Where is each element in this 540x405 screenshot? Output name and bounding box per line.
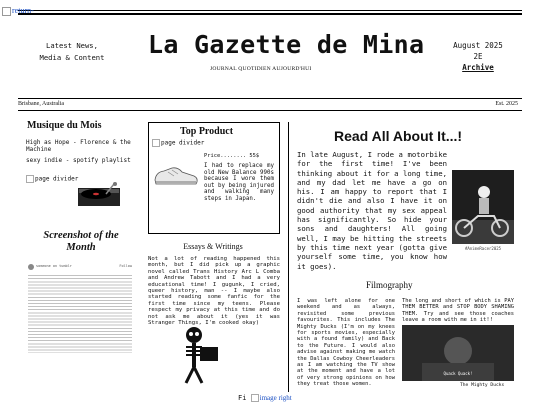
movie-poster — [402, 325, 514, 381]
dateline-rule-top — [18, 98, 522, 99]
return-link[interactable] — [2, 6, 34, 16]
screenshot-heading-line2: Month — [66, 242, 96, 253]
issue-date: August 2025 — [453, 41, 503, 50]
divider-image — [26, 175, 78, 183]
filmography-heading: Filmography — [366, 280, 413, 290]
essays-footer — [238, 394, 292, 402]
essays-heading: Essays & Writings — [183, 242, 243, 251]
broken-image-icon — [2, 7, 11, 16]
established-text: Est. 2025 — [495, 101, 518, 107]
column-divider — [288, 122, 289, 392]
footer-image-link[interactable]: image right — [259, 394, 292, 402]
playlist-link[interactable]: sexy indie - spotify playlist — [26, 157, 131, 164]
product-price: Price........ 55$ — [204, 153, 260, 159]
filmography-left-text: I was left alone for one weekend and as always, revisited some previous favourites. This includes The Mighty Ducks (I'm on my knees for sports movies, especially with a found family) and Back to the Future. I would also advise against making me watch the Dallas Cowboy Cheerleaders as I am watching the TV show at the moment and have a lot of very strong opinions on how they treat those women. — [297, 298, 395, 388]
header-issue-box — [445, 40, 511, 73]
location-text: Brisbane, Australia — [18, 101, 64, 107]
product-divider — [152, 139, 204, 147]
broken-image-icon — [26, 175, 34, 183]
photo-caption: #AnimeRacer2025 — [464, 246, 502, 251]
song-title: High as Hope - Florence & the Machine — [26, 139, 131, 154]
motorbike-photo — [452, 170, 514, 244]
post-follow-button: Follow — [119, 264, 132, 268]
footer-partial: Fi — [238, 394, 247, 402]
post-text-lines — [28, 273, 132, 353]
motorbike-image — [452, 170, 514, 244]
dateline-rule-bottom — [18, 110, 522, 111]
record-player-icon — [76, 178, 122, 208]
masthead-subtitle: JOURNAL QUOTIDIEN AUJOURD'HUI — [210, 66, 312, 72]
broken-image-icon — [152, 139, 160, 147]
divider-alt-text: page divider — [35, 175, 79, 183]
read-all-heading: Read All About It...! — [334, 128, 463, 144]
masthead-title: La Gazette de Mina — [148, 30, 425, 59]
screenshot-heading-line1: Screenshot of the — [43, 230, 119, 241]
top-rule-thick — [18, 13, 522, 15]
essays-body: Not a lot of reading happened this month, but I did pick up a graphic novel called Trans History Arc L Comba and Andrew Tabott and I had a very educational time! I gugunk, I cried, queer history, man -- I maybe also started reading some fanfic for the first time since my teens. Please respect my privacy at this time and do not ask me about it (yes it was Stranger Things, I'm cooked okay) — [148, 256, 280, 327]
issue-number: 2E — [473, 52, 483, 61]
header-tagline — [26, 40, 118, 64]
musique-heading: Musique du Mois — [27, 120, 102, 131]
screenshot-heading — [26, 230, 136, 254]
sneaker-icon — [152, 162, 200, 188]
avatar — [28, 264, 34, 270]
archive-link[interactable]: Archive — [462, 63, 494, 72]
read-all-body: In late August, I rode a motorbike for the first time! I've been thinking about it for a long time, and my dad let me have a go on his. I am happy to report that I didn't die and also I have it on good authority that my sex appeal has significantly. So hide your sons and daughters! All going well, I may be hitting the streets by this time next year (gotta give yourself some time, you know how it goes). — [297, 150, 447, 271]
broken-image-icon — [251, 394, 259, 402]
poster-inner-text: Quack Quack! — [443, 371, 473, 376]
product-description: I had to replace my old New Balance 990s because I wore them out by being injured and walking many steps in Japan. — [204, 163, 274, 202]
screenshot-image — [26, 262, 136, 362]
return-label: return- — [12, 6, 34, 15]
top-product-heading: Top Product — [180, 126, 234, 137]
post-user: someone on tumblr — [36, 264, 72, 268]
filmography-right-text: The long and short of which is PAY THEM BETTER and STOP BODY SHAMING THEM. Try and see those coaches leave a room with me in it!! — [402, 298, 514, 324]
divider-alt-text: page divider — [161, 139, 205, 147]
tagline-line2: Media & Content — [39, 53, 105, 62]
skeleton-reading-icon — [172, 325, 230, 387]
tagline-line1: Latest News, — [46, 41, 98, 50]
poster-caption: The Mighty Ducks — [460, 383, 505, 388]
top-rule — [18, 10, 522, 11]
